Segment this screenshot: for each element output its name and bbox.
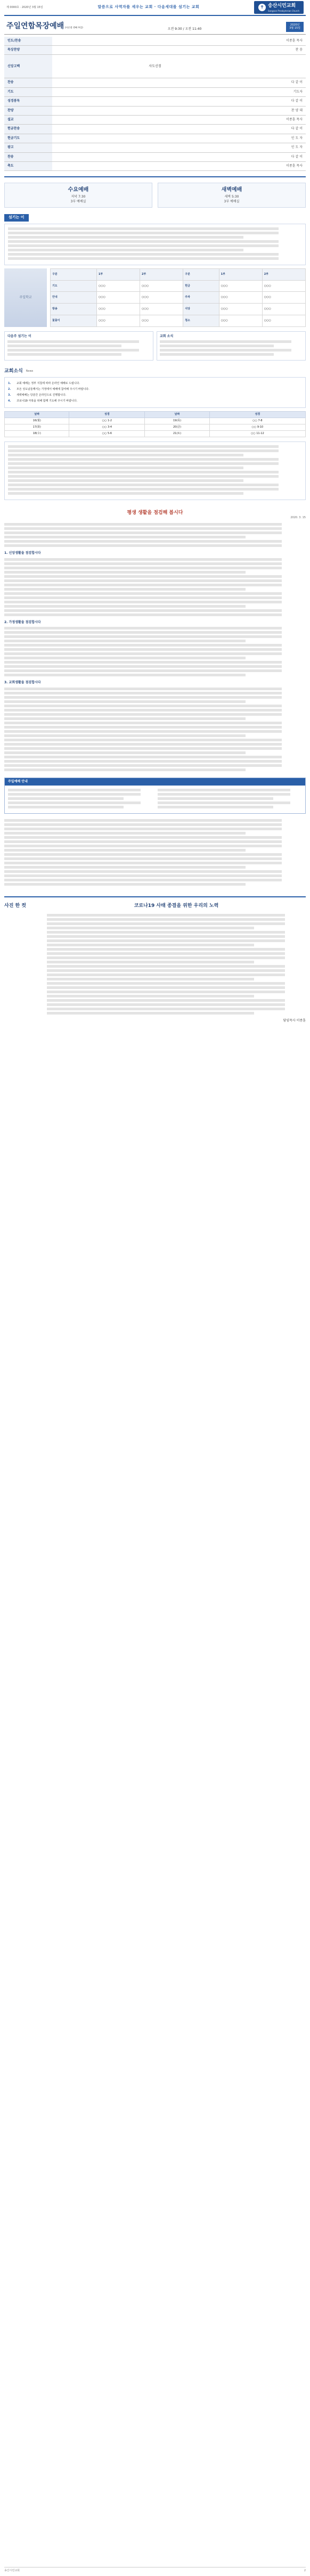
order-label: 찬송 [4, 78, 52, 87]
bible-cell: ○○ 3-4 [69, 424, 145, 430]
order-label: 성경봉독 [4, 97, 52, 106]
servers-cell: 청소 [183, 315, 219, 327]
page-footer [4, 2567, 306, 2573]
footer-page-number: 2 [304, 2569, 306, 2572]
servers-cell: 식당 [183, 304, 219, 315]
church-notice-title: 교회 소식 [160, 334, 174, 338]
church-name: 송산시민교회 [268, 3, 296, 9]
news-title: 교회소식 [4, 369, 23, 374]
order-person [258, 55, 306, 78]
order-of-worship [4, 37, 306, 171]
order-person: 찬 양 대 [258, 106, 306, 115]
service-name: 수요예배 [68, 187, 89, 193]
service-name: 새벽예배 [221, 187, 242, 193]
order-person: 다 같 이 [258, 125, 306, 134]
order-content [52, 37, 258, 46]
date-year: 2020년 [290, 23, 300, 27]
bible-header-cell: 성경 [69, 411, 145, 418]
order-person: 이종훈 목사 [258, 37, 306, 46]
order-row [4, 152, 306, 161]
wednesday-service [4, 183, 152, 208]
news-subtitle: News [26, 370, 34, 373]
servers-title: 섬기는 이 [4, 214, 29, 222]
servers-two-col [4, 331, 306, 361]
servers-row [51, 268, 306, 280]
order-label: 설교 [4, 115, 52, 124]
servers-row [51, 292, 306, 304]
bible-cell: 18(수) [5, 430, 69, 437]
order-row [4, 45, 306, 54]
service-place: 3부 예배실 [224, 199, 240, 203]
worship-title-note: (사순절 넷째 주일) [64, 26, 83, 29]
servers-cell: 안내 [51, 292, 97, 304]
order-content [52, 161, 258, 170]
news-item [8, 387, 302, 392]
pastor-letter [4, 896, 306, 1023]
order-row [4, 106, 306, 115]
column-subheading-3: 3. 교회생활을 점검합시다 [4, 681, 41, 685]
order-row [4, 115, 306, 124]
bible-cell: 16(월) [5, 418, 69, 424]
order-content [52, 87, 258, 96]
bible-cell: 19(목) [145, 418, 209, 424]
order-person: 인 도 자 [258, 134, 306, 143]
servers-photo: 주일학교 [4, 268, 47, 327]
news-extra-text [4, 441, 306, 500]
service-time: 새벽 5:30 [224, 195, 239, 199]
top-strip [4, 0, 306, 16]
servers-cell: 1부 [96, 268, 140, 280]
order-person: 찬 송 [258, 45, 306, 54]
column-date: 2020. 3. 15 [290, 516, 306, 520]
info-box-body [5, 786, 305, 813]
column-subheading-1: 1. 신앙생활을 점검합시다 [4, 551, 41, 555]
column-closing [4, 819, 306, 886]
bible-reading-table [4, 411, 306, 437]
order-content: 사도신경 [52, 55, 258, 78]
order-label: 광고 [4, 143, 52, 152]
servers-cell: ○○○ [96, 280, 140, 292]
servers-cell: 2부 [140, 268, 183, 280]
order-label: 헌금기도 [4, 134, 52, 143]
news-list [4, 377, 306, 408]
bible-cell: ○○ 5-6 [69, 430, 145, 437]
next-week-title: 다음주 섬기는 이 [7, 334, 31, 338]
order-person: 다 같 이 [258, 97, 306, 106]
servers-cell: ○○○ [96, 292, 140, 304]
servers-cell: 방송 [51, 304, 97, 315]
bible-header-cell: 날짜 [5, 411, 69, 418]
servers-cell: ○○○ [96, 315, 140, 327]
bible-row [5, 424, 306, 430]
order-row [4, 161, 306, 170]
order-row [4, 55, 306, 78]
news-item-number: 3. [8, 393, 11, 397]
order-content [52, 106, 258, 115]
order-row [4, 97, 306, 106]
news-item-text: 교회 예배는 정부 지침에 따라 온라인 예배로 드립니다. [17, 381, 80, 385]
dawn-service [158, 183, 306, 208]
order-label: 묵상찬양 [4, 45, 52, 54]
bible-cell: 20(금) [145, 424, 209, 430]
order-content [52, 45, 258, 54]
servers-cell: 구분 [51, 268, 97, 280]
letter-signature: 담임목사 이종훈 [283, 1018, 306, 1023]
column-section-2 [4, 627, 306, 676]
date-day: 3월 15일 [289, 27, 300, 30]
next-week-servers [4, 331, 153, 361]
cross-icon: ✝ [258, 4, 266, 11]
bible-row [5, 430, 306, 437]
order-content [52, 134, 258, 143]
order-label: 축도 [4, 161, 52, 170]
order-content [52, 115, 258, 124]
order-label: 신앙고백 [4, 55, 52, 78]
servers-cell: ○○○ [219, 304, 262, 315]
order-row [4, 143, 306, 152]
news-item-number: 1. [8, 381, 11, 385]
bible-cell: ○○ 1-2 [69, 418, 145, 424]
servers-cell: ○○○ [219, 280, 262, 292]
column-header [4, 510, 306, 520]
letter-body [47, 914, 306, 1015]
order-label: 인도/찬송 [4, 37, 52, 46]
bible-cell: ○○ 7-8 [209, 418, 305, 424]
bible-header-cell: 날짜 [145, 411, 209, 418]
servers-cell: 1부 [219, 268, 262, 280]
news-item-text: 새벽예배는 당분간 온라인으로 진행합니다. [17, 393, 67, 397]
news-item-text: 코로나19 극복을 위해 함께 기도해 주시기 바랍니다. [17, 399, 78, 403]
order-row [4, 134, 306, 143]
bible-cell: ○○ 9-10 [209, 424, 305, 430]
order-content [52, 152, 258, 161]
order-row [4, 78, 306, 87]
order-row [4, 37, 306, 46]
bible-header-cell: 성경 [209, 411, 305, 418]
letter-side-title: 사진 한 컷 [4, 903, 27, 909]
servers-cell: ○○○ [140, 304, 183, 315]
order-content [52, 125, 258, 134]
worship-title-row [4, 16, 306, 35]
news-item [8, 398, 302, 404]
bible-cell: 21(토) [145, 430, 209, 437]
servers-row [51, 280, 306, 292]
order-person: 다 같 이 [258, 78, 306, 87]
bible-cell: ○○ 11-12 [209, 430, 305, 437]
bible-row [5, 418, 306, 424]
news-item [8, 381, 302, 387]
church-logo [254, 1, 304, 14]
servers-row [51, 315, 306, 327]
letter-title: 코로나19 사태 종결을 위한 우리의 노력 [134, 903, 219, 909]
servers-cell: 구분 [183, 268, 219, 280]
servers-row [51, 304, 306, 315]
column-title: 평생 생활을 점검해 봅시다 [127, 510, 183, 516]
order-label: 찬송 [4, 152, 52, 161]
weekday-services [4, 176, 306, 208]
issue-info: 제 0000호 · 2020년 3월 15일 [6, 5, 43, 9]
column-section-3 [4, 688, 306, 771]
servers-section [4, 214, 306, 361]
servers-cell: ○○○ [96, 304, 140, 315]
order-person: 다 같 이 [258, 152, 306, 161]
order-content [52, 143, 258, 152]
order-label: 찬양 [4, 106, 52, 115]
servers-cell: ○○○ [140, 280, 183, 292]
servers-cell: ○○○ [262, 280, 305, 292]
bible-cell: 17(화) [5, 424, 69, 430]
news-item-number: 4. [8, 399, 11, 403]
servers-cell: 기도 [51, 280, 97, 292]
church-notice-box [157, 331, 306, 361]
servers-notice-text [4, 224, 306, 265]
column-section-1 [4, 558, 306, 616]
order-label: 기도 [4, 87, 52, 96]
news-item [8, 392, 302, 398]
servers-cell: 헌금 [183, 280, 219, 292]
worship-time: 오전 9:30 / 오전 11:40 [167, 27, 202, 31]
servers-cell: 2부 [262, 268, 305, 280]
footer-church: 송산시민교회 [4, 2569, 20, 2572]
info-box-title: 주일예배 안내 [5, 778, 305, 786]
order-label: 헌금찬송 [4, 125, 52, 134]
servers-cell: ○○○ [219, 292, 262, 304]
worship-title: 주일연합목장예배 [6, 22, 64, 30]
servers-cell: ○○○ [262, 315, 305, 327]
date-box [286, 22, 304, 32]
servers-cell: ○○○ [262, 292, 305, 304]
service-time: 저녁 7:30 [71, 195, 86, 199]
column-subheading-2: 2. 가정생활을 점검합시다 [4, 620, 41, 624]
order-row [4, 87, 306, 96]
news-item-number: 2. [8, 387, 11, 391]
service-place: 3부 예배실 [70, 199, 86, 203]
servers-cell: ○○○ [262, 304, 305, 315]
order-person: 인 도 자 [258, 143, 306, 152]
order-person: 이종훈 목사 [258, 115, 306, 124]
servers-cell: 꽃꽂이 [51, 315, 97, 327]
church-slogan: 말씀으로 사역자를 세우는 교회 · 다음세대를 섬기는 교회 [97, 5, 200, 10]
info-box [4, 778, 306, 814]
servers-cell: ○○○ [140, 292, 183, 304]
servers-cell: ○○○ [140, 315, 183, 327]
order-content [52, 78, 258, 87]
servers-table [50, 268, 306, 327]
servers-cell: ○○○ [219, 315, 262, 327]
order-content [52, 97, 258, 106]
order-person: 기도자 [258, 87, 306, 96]
order-row [4, 125, 306, 134]
church-sub-name: Songsan Presbyterian Church [268, 9, 299, 12]
news-header [4, 368, 306, 375]
servers-cell: 주차 [183, 292, 219, 304]
servers-grid [4, 268, 306, 327]
column-intro [4, 523, 306, 547]
order-person: 이종훈 목사 [258, 161, 306, 170]
news-item-text: 모든 성도님들께서는 가정에서 예배에 참여해 주시기 바랍니다. [17, 387, 89, 391]
